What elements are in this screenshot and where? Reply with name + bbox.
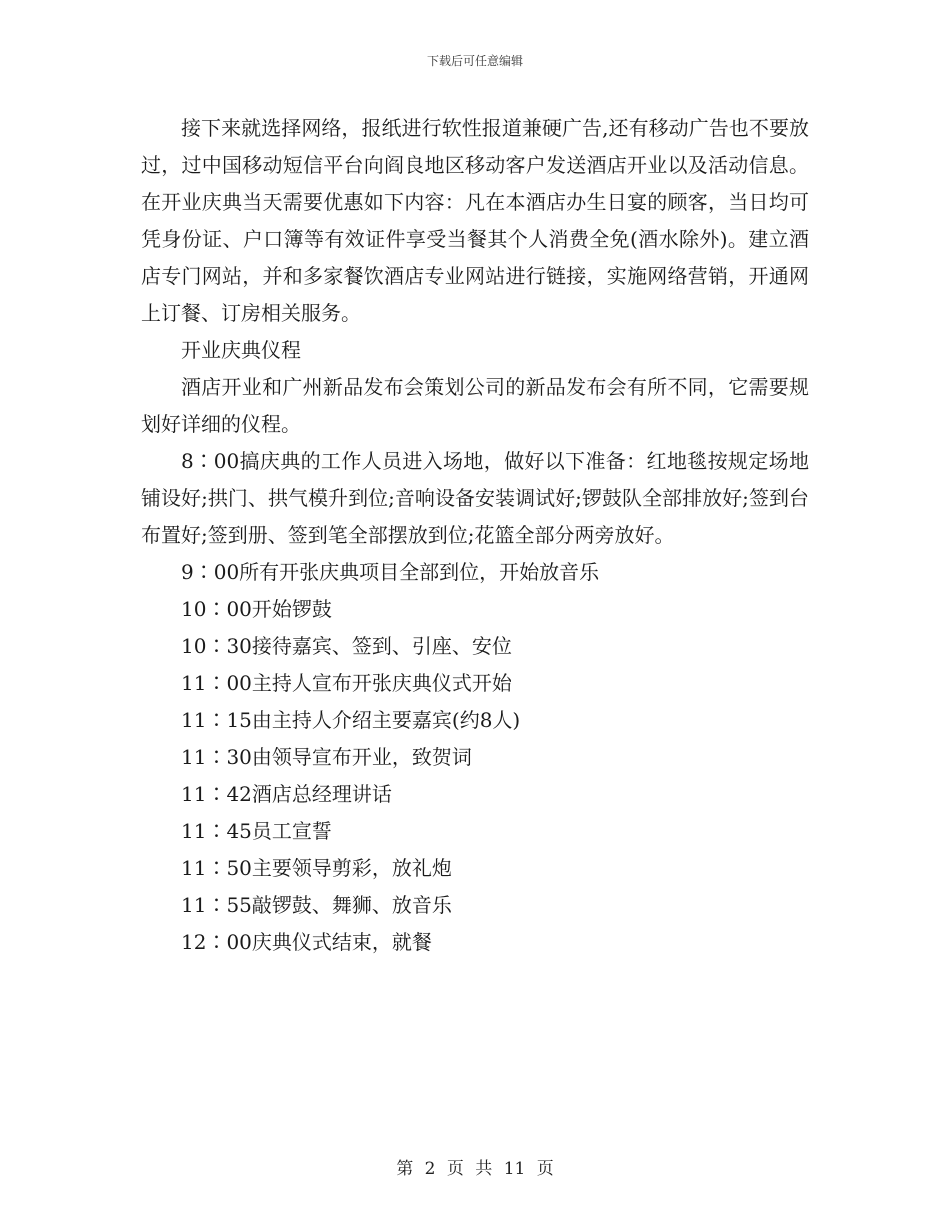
schedule-item: 11∶00主持人宣布开张庆典仪式开始 [181,671,512,695]
schedule-item: 9∶00所有开张庆典项目全部到位，开始放音乐 [181,560,600,584]
schedule-item: 11∶30由领导宣布开业，致贺词 [181,745,472,769]
document-body [141,110,809,961]
schedule-item: 11∶15由主持人介绍主要嘉宾(约8人) [181,708,521,732]
schedule-item: 11∶45员工宣誓 [181,819,332,843]
schedule-item: 10∶30接待嘉宾、签到、引座、安位 [181,634,512,658]
section-heading: 开业庆典仪程 [181,338,301,362]
schedule-item: 11∶50主要领导剪彩，放礼炮 [181,856,452,880]
page-header: 下载后可任意编辑 [426,54,523,68]
schedule-item: 11∶55敲锣鼓、舞狮、放音乐 [181,893,452,917]
page-footer: 第 2 页 共 11 页 [396,1159,554,1179]
schedule-item: 10∶00开始锣鼓 [181,597,332,621]
schedule-item: 11∶42酒店总经理讲话 [181,782,392,806]
schedule-item: 8∶00搞庆典的工作人员进入场地，做好以下准备：红地毯按规定场地铺设好;拱门、拱气模升到位;音响设备安装调试好;锣鼓队全部排放好;签到台布置好;签到册、签到笔全部摆放到位;花篮全部分两旁放好。 [141,449,809,547]
paragraph-advertising: 接下来就选择网络，报纸进行软性报道兼硬广告,还有移动广告也不要放过，过中国移动短信平台向阎良地区移动客户发送酒店开业以及活动信息。在开业庆典当天需要优惠如下内容：凡在本酒店办生日宴的顾客，当日均可凭身份证、户口簿等有效证件享受当餐其个人消费全免(酒水除外)。建立酒店专门网站，并和多家餐饮酒店专业网站进行链接，实施网络营销，开通网上订餐、订房相关服务。 [141,116,809,325]
paragraph-intro: 酒店开业和广州新品发布会策划公司的新品发布会有所不同，它需要规划好详细的仪程。 [141,375,809,436]
schedule-item: 12∶00庆典仪式结束，就餐 [181,930,432,954]
